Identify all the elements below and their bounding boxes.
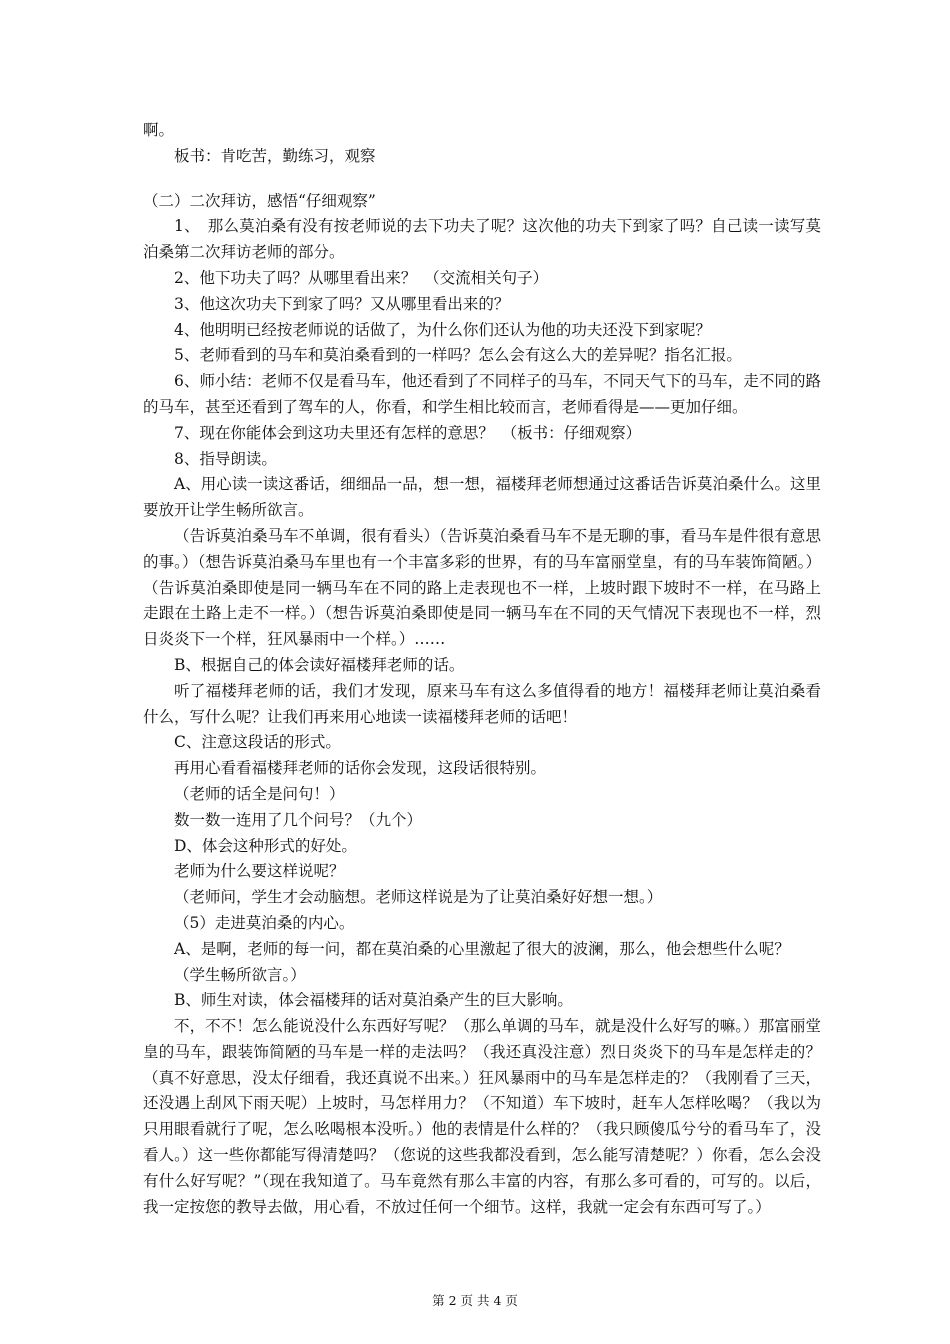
student-answers: （告诉莫泊桑马车不单调，很有看头）（告诉莫泊桑看马车不是无聊的事，看马车是件很有意思的事。）（想告诉莫泊桑马车里也有一个丰富多彩的世界，有的马车富丽堂皇，有的马车装饰简陋。）（告诉莫泊桑即使是同一辆马车在不同的路上走表现也不一样，上坡时跟下坡时不一样，在马路上走跟在土路上走不一样。）（想告诉莫泊桑即使是同一辆马车在不同的天气情况下表现也不一样，烈日炎炎下一个样，狂风暴雨中一个样。）……	[143, 526, 821, 649]
question-4: 4、他明明已经按老师说的话做了，为什么你们还认为他的功夫还没下到家呢？	[174, 320, 711, 339]
question-2: 2、他下功夫了吗？从哪里看出来？ （交流相关句子）	[174, 268, 549, 287]
question-6: 6、师小结：老师不仅是看马车，他还看到了不同样子的马车，不同天气下的马车，走不同的路的马车，甚至还看到了驾车的人，你看，和学生相比较而言，老师看得是——更加仔细。	[143, 372, 821, 416]
question-3: 3、他这次功夫下到家了吗？又从哪里看出来的？	[174, 294, 510, 313]
paragraph-again: 再用心看看福楼拜老师的话你会发现，这段话很特别。	[174, 759, 547, 778]
page-footer	[0, 1293, 950, 1309]
question-8: 8、指导朗读。	[174, 449, 277, 468]
page-number: 第 2 页 共 4 页	[432, 1293, 518, 1308]
count-questions: 数一数一连用了几个问号？（九个）	[174, 810, 423, 829]
question-7: 7、现在你能体会到这功夫里还有怎样的意思？ （板书：仔细观察）	[174, 423, 642, 442]
step-c-form: C、注意这段话的形式。	[174, 733, 341, 752]
step-d-benefit: D、体会这种形式的好处。	[174, 836, 357, 855]
step-a-heart: A、是啊，老师的每一问，都在莫泊桑的心里激起了很大的波澜，那么，他会想些什么呢？	[174, 939, 790, 958]
why-question: 老师为什么要这样说呢？	[174, 862, 345, 881]
note-all-questions: （老师的话全是问句！）	[174, 784, 345, 803]
paragraph-listen: 听了福楼拜老师的话，我们才发现，原来马车有这么多值得看的地方！福楼拜老师让莫泊桑看什么，写什么呢？让我们再来用心地读一读福楼拜老师的话吧！	[143, 681, 821, 726]
free-talk-note: （学生畅所欲言。）	[174, 965, 306, 984]
step-b-read: B、根据自己的体会读好福楼拜老师的话。	[174, 655, 465, 674]
step-5-heading: （5）走进莫泊桑的内心。	[174, 913, 355, 932]
dialogue-paragraph: 不，不不！怎么能说没什么东西好写呢？（那么单调的马车，就是没什么好写的嘛。）那富丽堂皇的马车，跟装饰简陋的马车是一样的走法吗？（我还真没注意）烈日炎炎下的马车是怎样走的？（真不好意思，没太仔细看，我还真说不出来。）狂风暴雨中的马车是怎样走的？（我刚看了三天，还没遇上刮风下雨天呢）上坡时，马怎样用力？（不知道）车下坡时，赶车人怎样吆喝？（我以为只用眼看就行了呢，怎么吆喝根本没听。）他的表情是什么样的？（我只顾傻瓜兮兮的看马车了，没看人。）这一些你都能写得清楚吗？（您说的这些我都没看到，怎么能写清楚呢？）你看，怎么会没有什么好写呢？”（现在我知道了。马车竟然有那么丰富的内容，有那么多可看的，可写的。以后，我一定按您的教导去做，用心看，不放过任何一个细节。这样，我就一定会有东西可写了。）	[143, 1017, 821, 1216]
blackboard-note-1: 板书：肯吃苦，勤练习，观察	[174, 146, 376, 165]
step-a-read: A、用心读一读这番话，细细品一品，想一想，福楼拜老师想通过这番话告诉莫泊桑什么。这里要放开让学生畅所欲言。	[143, 475, 821, 520]
question-1: 1、 那么莫泊桑有没有按老师说的去下功夫了呢？这次他的功夫下到家了吗？自己读一读写莫泊桑第二次拜访老师的部分。	[143, 217, 821, 262]
document-body	[143, 118, 821, 1220]
paragraph-ah: 啊。	[143, 121, 175, 139]
question-5: 5、老师看到的马车和莫泊桑看到的一样吗？怎么会有这么大的差异呢？指名汇报。	[174, 346, 742, 365]
section-spacer	[143, 170, 821, 189]
teacher-asks-note: （老师问，学生才会动脑想。老师这样说是为了让莫泊桑好好想一想。）	[174, 888, 663, 907]
section-title: （二）二次拜访，感悟“仔细观察”	[143, 191, 376, 210]
step-b-dialog: B、师生对读，体会福楼拜的话对莫泊桑产生的巨大影响。	[174, 991, 573, 1010]
